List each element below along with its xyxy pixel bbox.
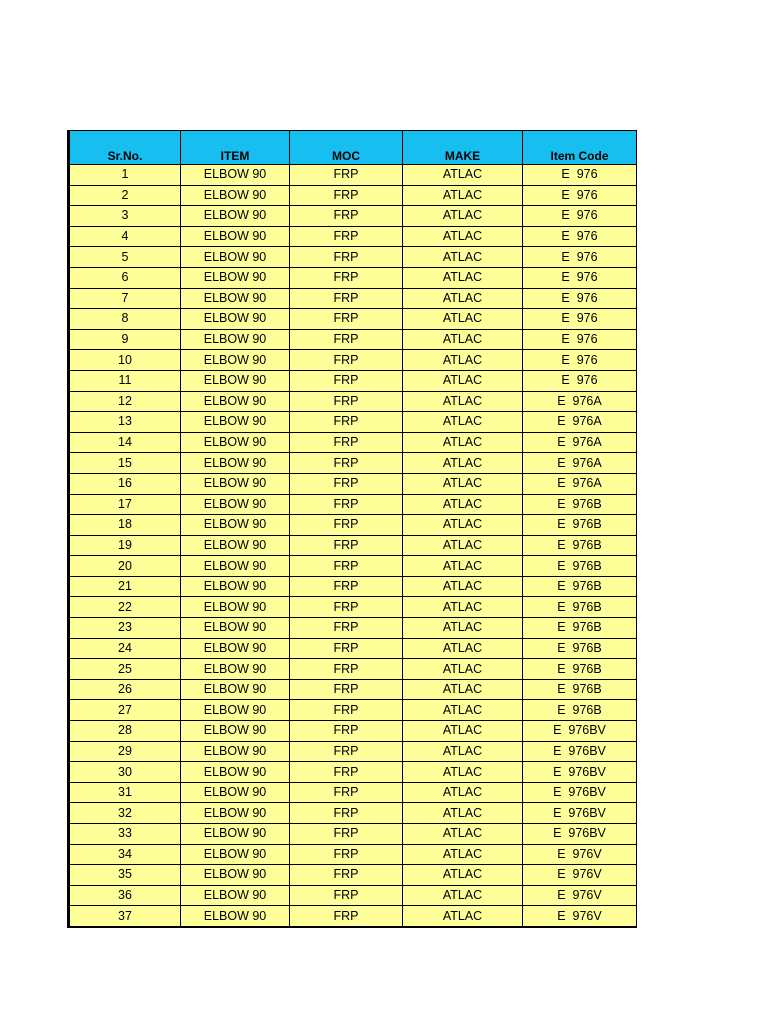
table-row <box>69 185 637 206</box>
cell-sr-no: 32 <box>69 803 181 824</box>
cell-moc: FRP <box>290 350 403 371</box>
cell-item-code: E 976A <box>523 391 637 412</box>
table-row <box>69 906 637 927</box>
cell-make: ATLAC <box>403 741 523 762</box>
cell-item: ELBOW 90 <box>181 782 290 803</box>
cell-make: ATLAC <box>403 556 523 577</box>
table-row <box>69 618 637 639</box>
cell-make: ATLAC <box>403 659 523 680</box>
cell-item: ELBOW 90 <box>181 165 290 186</box>
cell-item-code: E 976A <box>523 432 637 453</box>
cell-moc: FRP <box>290 473 403 494</box>
table-row <box>69 721 637 742</box>
cell-item-code: E 976B <box>523 659 637 680</box>
cell-item: ELBOW 90 <box>181 803 290 824</box>
cell-moc: FRP <box>290 844 403 865</box>
cell-item-code: E 976B <box>523 618 637 639</box>
cell-item: ELBOW 90 <box>181 700 290 721</box>
table-row <box>69 885 637 906</box>
cell-moc: FRP <box>290 741 403 762</box>
cell-moc: FRP <box>290 556 403 577</box>
cell-make: ATLAC <box>403 226 523 247</box>
cell-make: ATLAC <box>403 782 523 803</box>
cell-sr-no: 34 <box>69 844 181 865</box>
cell-item: ELBOW 90 <box>181 247 290 268</box>
cell-item: ELBOW 90 <box>181 556 290 577</box>
cell-sr-no: 5 <box>69 247 181 268</box>
cell-moc: FRP <box>290 906 403 927</box>
cell-moc: FRP <box>290 803 403 824</box>
cell-make: ATLAC <box>403 412 523 433</box>
cell-item: ELBOW 90 <box>181 206 290 227</box>
cell-sr-no: 23 <box>69 618 181 639</box>
cell-sr-no: 29 <box>69 741 181 762</box>
cell-item-code: E 976 <box>523 226 637 247</box>
cell-make: ATLAC <box>403 906 523 927</box>
cell-make: ATLAC <box>403 679 523 700</box>
cell-make: ATLAC <box>403 185 523 206</box>
cell-make: ATLAC <box>403 721 523 742</box>
cell-item: ELBOW 90 <box>181 906 290 927</box>
cell-item: ELBOW 90 <box>181 432 290 453</box>
cell-item: ELBOW 90 <box>181 515 290 536</box>
cell-moc: FRP <box>290 432 403 453</box>
cell-make: ATLAC <box>403 885 523 906</box>
cell-make: ATLAC <box>403 803 523 824</box>
cell-item-code: E 976A <box>523 412 637 433</box>
cell-sr-no: 19 <box>69 535 181 556</box>
cell-sr-no: 36 <box>69 885 181 906</box>
cell-make: ATLAC <box>403 453 523 474</box>
cell-item: ELBOW 90 <box>181 844 290 865</box>
table-row <box>69 288 637 309</box>
cell-item: ELBOW 90 <box>181 226 290 247</box>
cell-sr-no: 6 <box>69 267 181 288</box>
cell-moc: FRP <box>290 865 403 886</box>
cell-sr-no: 37 <box>69 906 181 927</box>
table-row <box>69 473 637 494</box>
table-row <box>69 206 637 227</box>
table-row <box>69 844 637 865</box>
table-row <box>69 350 637 371</box>
cell-moc: FRP <box>290 638 403 659</box>
cell-item-code: E 976 <box>523 247 637 268</box>
cell-item: ELBOW 90 <box>181 741 290 762</box>
cell-item-code: E 976 <box>523 350 637 371</box>
cell-item-code: E 976BV <box>523 803 637 824</box>
cell-item: ELBOW 90 <box>181 391 290 412</box>
cell-sr-no: 33 <box>69 824 181 845</box>
cell-item-code: E 976B <box>523 638 637 659</box>
cell-make: ATLAC <box>403 350 523 371</box>
cell-make: ATLAC <box>403 206 523 227</box>
cell-item-code: E 976 <box>523 309 637 330</box>
table-row <box>69 556 637 577</box>
table-row <box>69 638 637 659</box>
table-row <box>69 412 637 433</box>
cell-make: ATLAC <box>403 844 523 865</box>
cell-item: ELBOW 90 <box>181 370 290 391</box>
cell-moc: FRP <box>290 370 403 391</box>
items-table <box>67 130 637 928</box>
cell-item-code: E 976A <box>523 453 637 474</box>
cell-item-code: E 976B <box>523 494 637 515</box>
cell-item-code: E 976B <box>523 535 637 556</box>
cell-moc: FRP <box>290 391 403 412</box>
cell-item: ELBOW 90 <box>181 350 290 371</box>
cell-make: ATLAC <box>403 618 523 639</box>
cell-sr-no: 28 <box>69 721 181 742</box>
cell-moc: FRP <box>290 824 403 845</box>
table-row <box>69 576 637 597</box>
cell-moc: FRP <box>290 659 403 680</box>
cell-moc: FRP <box>290 618 403 639</box>
cell-moc: FRP <box>290 329 403 350</box>
cell-sr-no: 12 <box>69 391 181 412</box>
table-body <box>69 165 637 927</box>
cell-item-code: E 976BV <box>523 782 637 803</box>
header-item-code: Item Code <box>523 131 637 165</box>
cell-item: ELBOW 90 <box>181 865 290 886</box>
cell-sr-no: 25 <box>69 659 181 680</box>
cell-make: ATLAC <box>403 432 523 453</box>
cell-item-code: E 976V <box>523 844 637 865</box>
cell-sr-no: 14 <box>69 432 181 453</box>
cell-sr-no: 20 <box>69 556 181 577</box>
cell-make: ATLAC <box>403 473 523 494</box>
table-row <box>69 762 637 783</box>
cell-item-code: E 976BV <box>523 762 637 783</box>
cell-moc: FRP <box>290 515 403 536</box>
cell-make: ATLAC <box>403 370 523 391</box>
cell-item-code: E 976B <box>523 679 637 700</box>
cell-sr-no: 9 <box>69 329 181 350</box>
cell-item: ELBOW 90 <box>181 679 290 700</box>
table-row <box>69 659 637 680</box>
cell-moc: FRP <box>290 267 403 288</box>
cell-item-code: E 976 <box>523 329 637 350</box>
cell-sr-no: 15 <box>69 453 181 474</box>
table-row <box>69 782 637 803</box>
cell-moc: FRP <box>290 494 403 515</box>
cell-moc: FRP <box>290 782 403 803</box>
cell-item-code: E 976B <box>523 576 637 597</box>
cell-moc: FRP <box>290 453 403 474</box>
cell-make: ATLAC <box>403 700 523 721</box>
cell-sr-no: 21 <box>69 576 181 597</box>
cell-sr-no: 24 <box>69 638 181 659</box>
cell-sr-no: 16 <box>69 473 181 494</box>
table-row <box>69 597 637 618</box>
table-row <box>69 309 637 330</box>
cell-item-code: E 976V <box>523 885 637 906</box>
cell-make: ATLAC <box>403 247 523 268</box>
cell-sr-no: 26 <box>69 679 181 700</box>
cell-item-code: E 976 <box>523 370 637 391</box>
header-make: MAKE <box>403 131 523 165</box>
cell-make: ATLAC <box>403 535 523 556</box>
table-row <box>69 432 637 453</box>
table-row <box>69 865 637 886</box>
cell-item-code: E 976B <box>523 515 637 536</box>
cell-moc: FRP <box>290 576 403 597</box>
cell-sr-no: 30 <box>69 762 181 783</box>
table-row <box>69 679 637 700</box>
cell-sr-no: 18 <box>69 515 181 536</box>
cell-item: ELBOW 90 <box>181 638 290 659</box>
cell-item-code: E 976B <box>523 556 637 577</box>
cell-make: ATLAC <box>403 597 523 618</box>
cell-moc: FRP <box>290 288 403 309</box>
cell-item: ELBOW 90 <box>181 288 290 309</box>
cell-moc: FRP <box>290 309 403 330</box>
cell-sr-no: 27 <box>69 700 181 721</box>
table-row <box>69 535 637 556</box>
cell-item-code: E 976BV <box>523 721 637 742</box>
cell-moc: FRP <box>290 226 403 247</box>
table-header <box>69 131 637 165</box>
cell-item-code: E 976A <box>523 473 637 494</box>
cell-sr-no: 7 <box>69 288 181 309</box>
cell-sr-no: 35 <box>69 865 181 886</box>
cell-moc: FRP <box>290 700 403 721</box>
cell-moc: FRP <box>290 679 403 700</box>
cell-item: ELBOW 90 <box>181 824 290 845</box>
table-row <box>69 494 637 515</box>
cell-item-code: E 976 <box>523 165 637 186</box>
cell-sr-no: 13 <box>69 412 181 433</box>
cell-moc: FRP <box>290 721 403 742</box>
cell-item-code: E 976B <box>523 700 637 721</box>
table-row <box>69 165 637 186</box>
table-row <box>69 515 637 536</box>
cell-sr-no: 31 <box>69 782 181 803</box>
table-row <box>69 453 637 474</box>
cell-item: ELBOW 90 <box>181 576 290 597</box>
cell-item-code: E 976 <box>523 288 637 309</box>
cell-item: ELBOW 90 <box>181 885 290 906</box>
cell-sr-no: 2 <box>69 185 181 206</box>
cell-moc: FRP <box>290 206 403 227</box>
cell-sr-no: 3 <box>69 206 181 227</box>
cell-sr-no: 4 <box>69 226 181 247</box>
table-row <box>69 391 637 412</box>
cell-make: ATLAC <box>403 391 523 412</box>
cell-make: ATLAC <box>403 576 523 597</box>
cell-sr-no: 11 <box>69 370 181 391</box>
cell-make: ATLAC <box>403 762 523 783</box>
cell-sr-no: 10 <box>69 350 181 371</box>
cell-item: ELBOW 90 <box>181 185 290 206</box>
cell-item-code: E 976BV <box>523 741 637 762</box>
cell-item: ELBOW 90 <box>181 721 290 742</box>
cell-item: ELBOW 90 <box>181 473 290 494</box>
cell-moc: FRP <box>290 535 403 556</box>
cell-moc: FRP <box>290 762 403 783</box>
cell-item-code: E 976V <box>523 865 637 886</box>
cell-item-code: E 976BV <box>523 824 637 845</box>
cell-make: ATLAC <box>403 638 523 659</box>
spreadsheet-table-container <box>67 130 635 928</box>
cell-item-code: E 976 <box>523 185 637 206</box>
cell-make: ATLAC <box>403 165 523 186</box>
cell-make: ATLAC <box>403 309 523 330</box>
cell-moc: FRP <box>290 412 403 433</box>
cell-make: ATLAC <box>403 494 523 515</box>
cell-item: ELBOW 90 <box>181 597 290 618</box>
cell-item: ELBOW 90 <box>181 659 290 680</box>
cell-item-code: E 976V <box>523 906 637 927</box>
cell-moc: FRP <box>290 247 403 268</box>
cell-item: ELBOW 90 <box>181 453 290 474</box>
cell-item-code: E 976 <box>523 267 637 288</box>
cell-moc: FRP <box>290 165 403 186</box>
table-row <box>69 226 637 247</box>
cell-make: ATLAC <box>403 824 523 845</box>
table-row <box>69 803 637 824</box>
cell-make: ATLAC <box>403 865 523 886</box>
cell-sr-no: 1 <box>69 165 181 186</box>
table-row <box>69 370 637 391</box>
cell-item: ELBOW 90 <box>181 494 290 515</box>
table-row <box>69 247 637 268</box>
cell-item: ELBOW 90 <box>181 535 290 556</box>
table-row <box>69 267 637 288</box>
header-item: ITEM <box>181 131 290 165</box>
cell-sr-no: 8 <box>69 309 181 330</box>
cell-sr-no: 22 <box>69 597 181 618</box>
table-row <box>69 700 637 721</box>
cell-item: ELBOW 90 <box>181 412 290 433</box>
cell-make: ATLAC <box>403 288 523 309</box>
cell-make: ATLAC <box>403 515 523 536</box>
cell-item: ELBOW 90 <box>181 267 290 288</box>
cell-moc: FRP <box>290 885 403 906</box>
header-row <box>69 131 637 165</box>
table-row <box>69 824 637 845</box>
cell-make: ATLAC <box>403 329 523 350</box>
cell-item: ELBOW 90 <box>181 618 290 639</box>
table-row <box>69 329 637 350</box>
cell-item: ELBOW 90 <box>181 309 290 330</box>
table-row <box>69 741 637 762</box>
cell-item: ELBOW 90 <box>181 329 290 350</box>
cell-item: ELBOW 90 <box>181 762 290 783</box>
cell-moc: FRP <box>290 597 403 618</box>
cell-make: ATLAC <box>403 267 523 288</box>
cell-sr-no: 17 <box>69 494 181 515</box>
cell-moc: FRP <box>290 185 403 206</box>
cell-item-code: E 976 <box>523 206 637 227</box>
header-sr-no: Sr.No. <box>69 131 181 165</box>
header-moc: MOC <box>290 131 403 165</box>
cell-item-code: E 976B <box>523 597 637 618</box>
